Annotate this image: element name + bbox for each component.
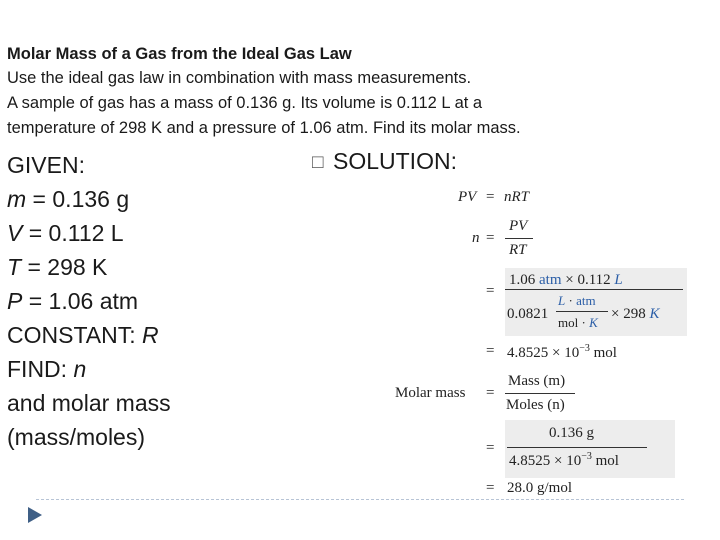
eq1-lhs: PV: [458, 189, 477, 205]
eq1-rhs: nRT: [504, 189, 530, 205]
eq2-equals: =: [486, 230, 495, 246]
eq5-fraction-bar: [505, 393, 575, 394]
footer-divider: [36, 499, 684, 500]
eq3-denominator-units-top: L · atm: [558, 293, 596, 308]
eq5-numerator: Mass (m): [508, 373, 566, 389]
eq2-fraction-bar: [505, 238, 533, 239]
constant-line: CONSTANT: R: [7, 322, 159, 348]
eq3-denominator-b: × 298 K: [611, 306, 660, 322]
eq5-lhs: Molar mass: [395, 385, 466, 401]
eq3-inner-fraction-bar: [556, 311, 608, 312]
find-mass-moles-line: (mass/moles): [7, 424, 146, 450]
eq6-denominator: $4.8525 \times 10^{-3}$ mol: [509, 451, 619, 469]
eq4-value: $4.8525 \times 10^{-3}$ mol: [507, 343, 617, 361]
find-molar-mass-line: and molar mass: [7, 390, 171, 416]
eq7-equals: =: [486, 480, 495, 496]
eq3-equals: =: [486, 283, 495, 299]
slide-title: Molar Mass of a Gas from the Ideal Gas Law: [7, 45, 352, 63]
eq2-numerator: PV: [509, 218, 528, 234]
eq5-denominator: Moles (n): [506, 397, 565, 413]
find-line: FIND: n: [7, 356, 87, 382]
bullet-icon: □: [312, 152, 324, 173]
eq3-fraction-bar: [505, 289, 683, 290]
eq3-denominator-units-bottom: mol · K: [558, 315, 598, 330]
given-volume: V = 0.112 L: [7, 220, 124, 246]
slide-arrow-icon: [26, 505, 50, 525]
eq6-numerator: 0.136 g: [549, 425, 594, 441]
eq4-equals: =: [486, 343, 495, 359]
given-block: [7, 148, 171, 454]
problem-line-3: temperature of 298 K and a pressure of 1.06 atm. Find its molar mass.: [7, 119, 521, 137]
eq6-fraction-bar: [507, 447, 647, 448]
eq2-lhs: n: [472, 230, 480, 246]
eq7-result: 28.0 g/mol: [507, 480, 573, 496]
eq6-equals: =: [486, 440, 495, 456]
eq1-equals: =: [486, 189, 495, 205]
eq3-numerator: 1.06 atm × 0.112 L: [509, 272, 623, 288]
given-mass: m = 0.136 g: [7, 186, 130, 212]
given-temperature: T = 298 K: [7, 254, 108, 280]
given-label: GIVEN:: [7, 152, 85, 178]
solution-label: SOLUTION:: [333, 148, 457, 174]
given-pressure: P = 1.06 atm: [7, 288, 139, 314]
eq5-equals: =: [486, 385, 495, 401]
problem-line-2: A sample of gas has a mass of 0.136 g. Its volume is 0.112 L at a: [7, 94, 483, 112]
eq3-denominator-a: 0.0821: [507, 306, 549, 322]
eq2-denominator: RT: [509, 242, 527, 258]
problem-line-1: Use the ideal gas law in combination with mass measurements.: [7, 69, 472, 87]
